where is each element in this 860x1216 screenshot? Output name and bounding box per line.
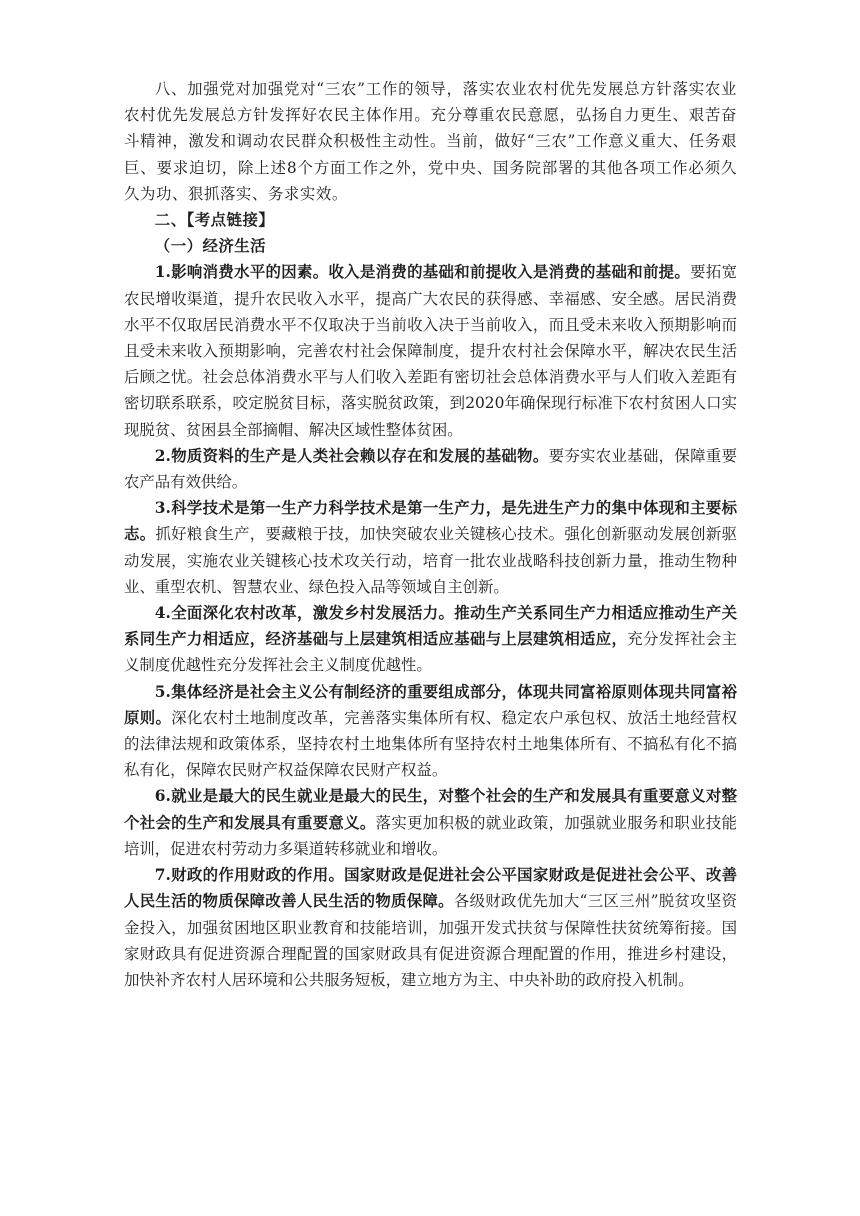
point-5 [124, 679, 737, 784]
point-6 [124, 783, 737, 862]
point-7-text: 各级财政优先加大“三区三州”脱贫攻坚资金投入，加强贫困地区职业教育和技能培训，加强开发式扶贫与保障性扶贫统筹衔接。国家财政具有促进资源合理配置的国家财政具有促进资源合理配置的作用，推进乡村建设，加快补齐农村人居环境和公共服务短板，建立地方为主、中央补助的政府投入机制。 [124, 892, 737, 989]
point-3-bold: 3.科学技术是第一生产力科学技术是第一生产力，是先进生产力的集中体现和主要标志。 [124, 499, 737, 544]
intro-paragraph: 八、加强党对加强党对“三农”工作的领导，落实农业农村优先发展总方针落实农业农村优先发展总方针发挥好农民主体作用。充分尊重农民意愿，弘扬自力更生、艰苦奋斗精神，激发和调动农民群众积极性主动性。当前，做好“三农”工作意义重大、任务艰巨、要求迫切，除上述8个方面工作之外，党中央、国务院部署的其他各项工作必须久久为功、狠抓落实、务求实效。 [124, 80, 737, 203]
point-4 [124, 600, 737, 679]
point-4-bold: 4.全面深化农村改革，激发乡村发展活力。推动生产关系同生产力相适应推动生产关系同生产力相适应，经济基础与上层建筑相适应基础与上层建筑相适应， [124, 604, 737, 649]
point-1 [124, 259, 737, 442]
point-6-bold: 6.就业是最大的民生就业是最大的民生，对整个社会的生产和发展具有重要意义对整个社会的生产和发展具有重要意义。 [124, 787, 737, 832]
point-5-text: 深化农村土地制度改革，完善落实集体所有权、稳定农户承包权、放活土地经营权的法律法规和政策体系，坚持农村土地集体所有坚持农村土地集体所有、不搞私有化不搞私有化，保障农民财产权益保障农民财产权益。 [124, 708, 737, 780]
point-1-text: 要拓宽农民增收渠道，提升农民收入水平，提高广大农民的获得感、幸福感、安全感。居民消费水平不仅取居民消费水平不仅取决于当前收入决于当前收入，而且受未来收入预期影响而且受未来收入预期影响，完善农村社会保障制度，提升农村社会保障水平，解决农民生活后顾之忧。社会总体消费水平与人们收入差距有密切社会总体消费水平与人们收入差距有密切联系联系，咬定脱贫目标，落实脱贫政策，到2020年确保现行标准下农村贫困人口实现脱贫、贫困县全部摘帽、解决区域性整体贫困。 [124, 263, 737, 439]
point-3 [124, 495, 737, 600]
document-page [124, 76, 737, 993]
point-6-text: 落实更加积极的就业政策，加强就业服务和职业技能培训，促进农村劳动力多渠道转移就业和增收。 [124, 813, 737, 858]
point-7-bold: 7.财政的作用财政的作用。国家财政是促进社会公平国家财政是促进社会公平、改善人民生活的物质保障改善人民生活的物质保障。 [124, 866, 737, 911]
point-2-bold: 2.物质资料的生产是人类社会赖以存在和发展的基础物。 [154, 446, 549, 465]
point-4-text: 充分发挥社会主义制度优越性充分发挥社会主义制度优越性。 [124, 630, 737, 675]
subsection-heading: （一）经济生活 [154, 237, 267, 256]
point-1-bold: 1.影响消费水平的因素。收入是消费的基础和前提收入是消费的基础和前提。 [154, 263, 691, 282]
point-3-text: 抓好粮食生产，要藏粮于技，加快突破农业关键核心技术。强化创新驱动发展创新驱动发展，实施农业关键核心技术攻关行动，培育一批农业战略科技创新力量，推动生物种业、重型农机、智慧农业、绿色投入品等领域自主创新。 [124, 525, 737, 596]
point-2 [124, 443, 737, 495]
point-5-bold: 5.集体经济是社会主义公有制经济的重要组成部分，体现共同富裕原则体现共同富裕原则。 [124, 682, 737, 727]
section-heading: 二、【考点链接】 [154, 211, 275, 230]
point-2-text: 要夯实农业基础，保障重要农产品有效供给。 [124, 446, 737, 492]
point-7 [124, 862, 737, 993]
